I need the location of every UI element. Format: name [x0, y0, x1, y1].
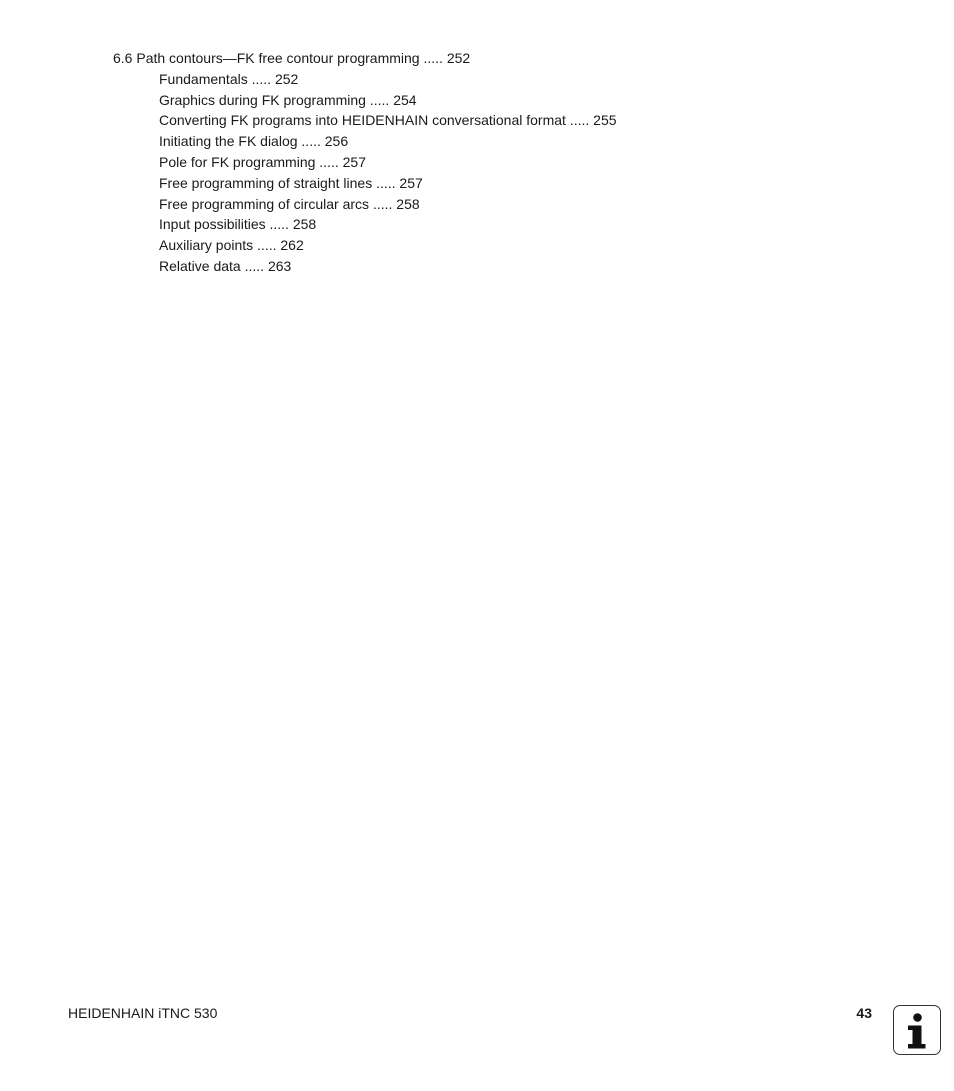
toc-entry: Converting FK programs into HEIDENHAIN conversational format ..... 255: [159, 112, 617, 129]
table-of-contents: [113, 48, 813, 277]
info-icon: [893, 1005, 941, 1055]
toc-entry: Auxiliary points ..... 262: [159, 237, 304, 254]
page-number: 43: [856, 1005, 872, 1021]
toc-entry: Free programming of straight lines ..... 257: [159, 174, 423, 191]
toc-section-heading: 6.6 Path contours—FK free contour programming ..... 252: [113, 50, 471, 66]
toc-entry: Initiating the FK dialog ..... 256: [159, 133, 349, 150]
toc-entry: Fundamentals ..... 252: [159, 70, 299, 87]
toc-entry-list: [113, 69, 813, 277]
toc-entry: Input possibilities ..... 258: [159, 216, 317, 233]
toc-entry: Graphics during FK programming ..... 254: [159, 91, 417, 108]
toc-entry: Relative data ..... 263: [159, 257, 292, 274]
toc-entry: Pole for FK programming ..... 257: [159, 153, 366, 170]
info-icon-glyph: [894, 1006, 939, 1053]
toc-entry: Free programming of circular arcs ..... 258: [159, 195, 420, 212]
footer-product-name: HEIDENHAIN iTNC 530: [68, 1005, 218, 1021]
